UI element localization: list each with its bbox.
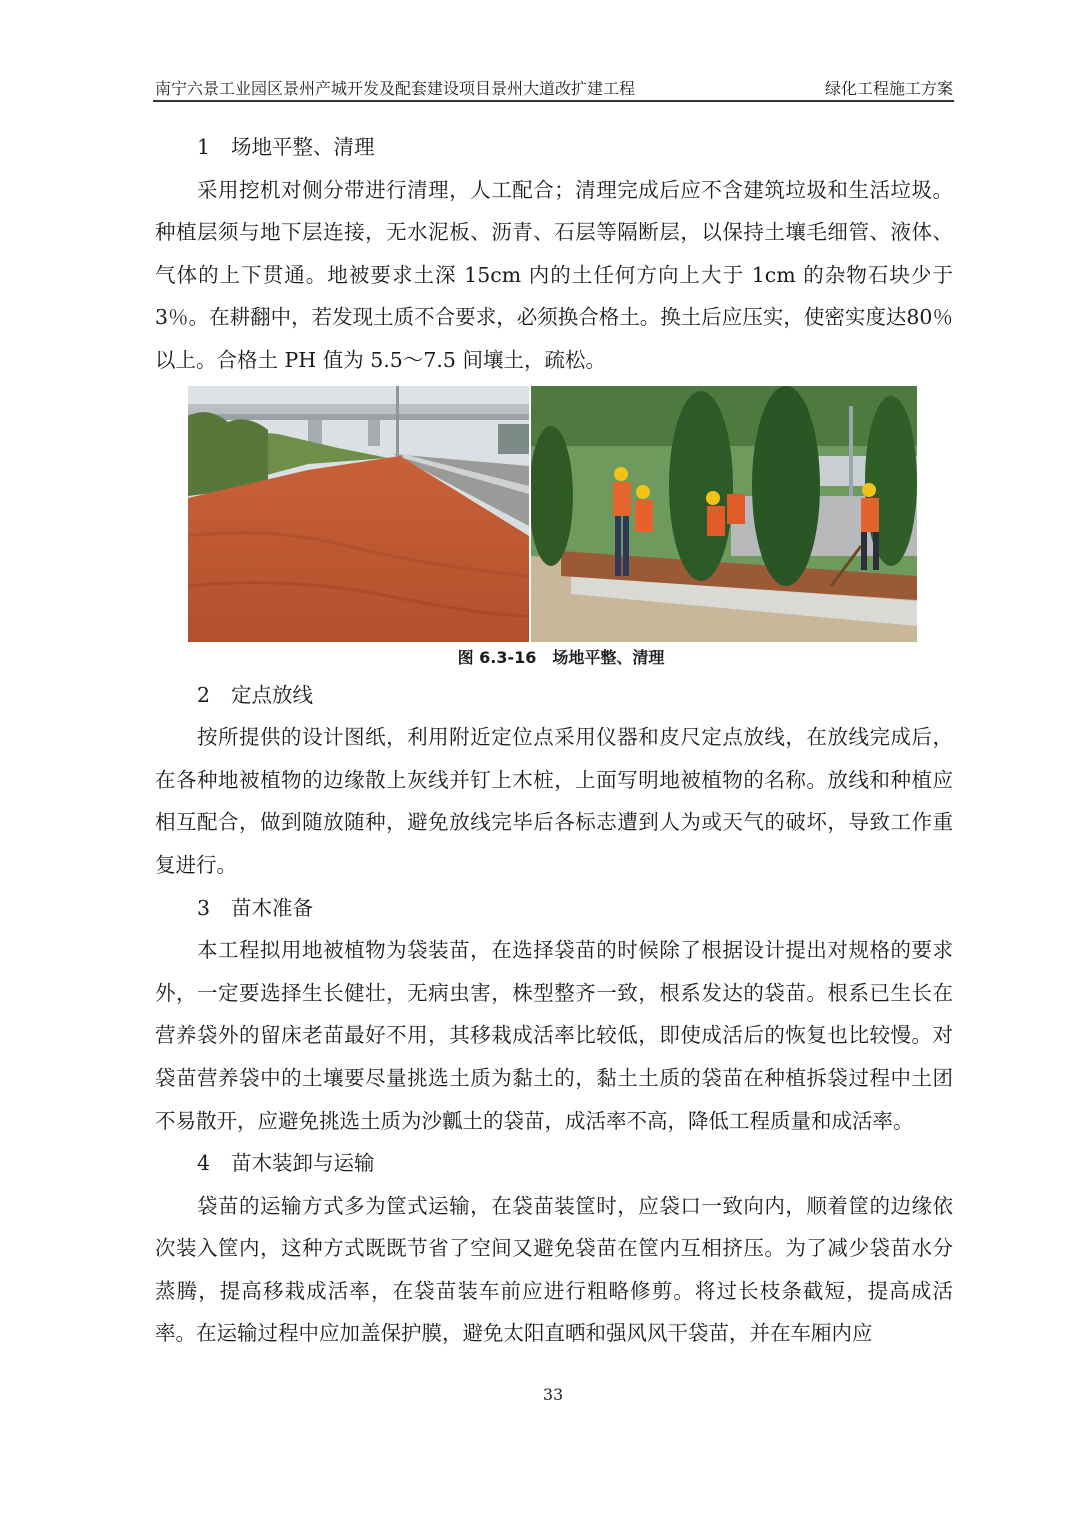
header-rule <box>153 100 954 102</box>
section-heading-4 <box>155 1142 953 1185</box>
section-paragraph-4: 袋苗的运输方式多为筐式运输，在袋苗装筐时，应袋口一致向内，顺着筐的边缘依次装入筐内，这种方式既既节省了空间又避免袋苗在筐内互相挤压。为了减少袋苗水分蒸腾，提高移栽成活率，在袋苗装车前应进行粗略修剪。将过长枝条截短，提高成活率。在运输过程中应加盖保护膜，避免太阳直晒和强风风干袋苗，并在车厢内应 <box>155 1193 953 1346</box>
section-title: 场地平整、清理 <box>231 135 375 159</box>
section-title: 苗木装卸与运输 <box>231 1151 375 1176</box>
section-heading-2 <box>155 674 953 717</box>
section-title: 苗木准备 <box>231 895 313 920</box>
section-heading-3 <box>155 887 953 930</box>
figure <box>155 386 953 646</box>
page-header <box>155 76 953 99</box>
photo-site-leveled-soil <box>188 386 529 642</box>
section-heading-1 <box>155 126 953 169</box>
section-title: 定点放线 <box>231 682 313 707</box>
section-number: 1 <box>197 135 211 159</box>
header-project-title: 南宁六景工业园区景州产城开发及配套建设项目景州大道改扩建工程 <box>155 79 636 98</box>
section-number: 4 <box>197 1151 211 1176</box>
page-number: 33 <box>542 1385 564 1404</box>
section-paragraph-3: 本工程拟用地被植物为袋装苗，在选择袋苗的时候除了根据设计提出对规格的要求外，一定要选择生长健壮，无病虫害，株型整齐一致，根系发达的袋苗。根系已生长在营养袋外的留床老苗最好不用，其移栽成活率比较低，即使成活后的恢复也比较慢。对袋苗营养袋中的土壤要尽量挑选土质为黏土的，黏土土质的袋苗在种植拆袋过程中土团不易散开，应避免挑选土质为沙瓤土的袋苗，成活率不高，降低工程质量和成活率。 <box>155 938 953 1133</box>
header-document-title: 绿化工程施工方案 <box>824 79 953 98</box>
section-paragraph-1: 采用挖机对侧分带进行清理，人工配合；清理完成后应不含建筑垃圾和生活垃圾。种植层须与地下层连接，无水泥板、沥青、石层等隔断层，以保持土壤毛细管、液体、气体的上下贯通。地被要求土深 15cm 内的土任何方向上大于 1cm 的杂物石块少于3％。在耕翻中，若发现土质不合要求，必须换合格土。换土后应压实，使密实度达80％以上。合格土 PH 值为 5.5～7.5 间壤土，疏松。 <box>155 177 953 372</box>
section-number: 2 <box>197 682 211 707</box>
figure-caption: 图 6.3-16 场地平整、清理 <box>457 647 665 667</box>
section-paragraph-2: 按所提供的设计图纸，利用附近定位点采用仪器和皮尺定点放线，在放线完成后，在各种地被植物的边缘散上灰线并钉上木桩，上面写明地被植物的名称。放线和种植应相互配合，做到随放随种，避免放线完毕后各标志遭到人为或天气的破坏，导致工作重复进行。 <box>155 725 953 877</box>
photo-workers-planting <box>531 386 917 642</box>
page-content <box>155 126 953 1355</box>
section-number: 3 <box>197 895 211 920</box>
